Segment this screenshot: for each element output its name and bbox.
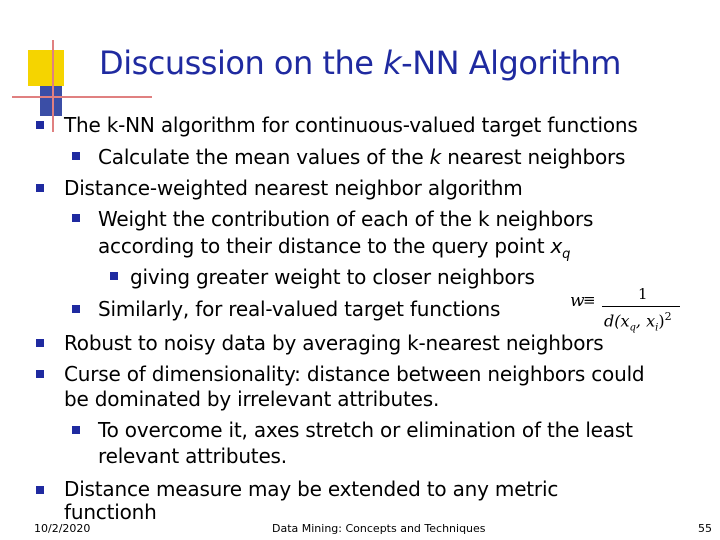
- decor-horizontal-line: [12, 96, 152, 98]
- fraction-bar: [602, 306, 680, 307]
- sub-bullet-text: To overcome it, axes stretch or elimination of the least: [98, 418, 633, 442]
- bullet-text: Distance measure may be extended to any metric: [64, 477, 559, 501]
- bullet-square: [36, 184, 44, 192]
- bullet-square: [72, 305, 80, 313]
- bullet-square: [36, 486, 44, 494]
- formula-denominator: [604, 310, 672, 334]
- text-k-italic: k: [429, 145, 442, 169]
- bullet-text: Robust to noisy data by averaging k-nearest neighbors: [64, 331, 604, 355]
- decor-blue-square: [40, 86, 62, 116]
- bullet-square: [36, 370, 44, 378]
- title-text-k: k: [383, 44, 402, 82]
- weight-formula: [570, 285, 690, 335]
- sub-bullet-text: Similarly, for real-valued target functions: [98, 297, 501, 321]
- bullet-square: [72, 426, 80, 434]
- footer-date: 10/2/2020: [34, 522, 91, 535]
- sub-bullet-text: [98, 145, 625, 169]
- footer-page-number: 55: [698, 522, 712, 535]
- bullet-square: [72, 214, 80, 222]
- text-span: according to their distance to the query point: [98, 234, 551, 258]
- title-text-1: Discussion on the: [99, 44, 384, 82]
- text-span: nearest neighbors: [441, 145, 626, 169]
- bullet-text: The k-NN algorithm for continuous-valued target functions: [64, 113, 638, 137]
- text-span: Calculate the mean values of the: [98, 145, 430, 169]
- sub-bullet-text-cont: relevant attributes.: [98, 444, 287, 468]
- bullet-text: Curse of dimensionality: distance between neighbors could: [64, 362, 645, 386]
- den-part: , x: [635, 311, 656, 331]
- text-sub-q: q: [562, 247, 571, 262]
- formula-numerator: 1: [638, 285, 648, 303]
- den-part: ): [658, 311, 665, 331]
- sub-bullet-text-cont: [98, 234, 570, 267]
- sub-bullet-text: Weight the contribution of each of the k neighbors: [98, 207, 594, 231]
- bullet-square: [36, 339, 44, 347]
- formula-w: w: [570, 291, 585, 311]
- title-text-2: -NN Algorithm: [401, 44, 621, 82]
- sub-sub-bullet-text: giving greater weight to closer neighbors: [130, 265, 535, 289]
- footer-center: Data Mining: Concepts and Techniques: [272, 522, 486, 535]
- den-exp: 2: [664, 310, 672, 323]
- bullet-square: [110, 272, 118, 280]
- den-sub-i: i: [655, 322, 659, 334]
- bullet-square: [72, 152, 80, 160]
- slide-title: [0, 44, 720, 82]
- formula-equiv: ≡: [583, 291, 596, 309]
- den-part: d(x: [604, 311, 630, 331]
- den-sub-q: q: [629, 322, 636, 334]
- bullet-text: Distance-weighted nearest neighbor algorithm: [64, 176, 523, 200]
- bullet-text-cont: be dominated by irrelevant attributes.: [64, 387, 440, 411]
- bullet-square: [36, 121, 44, 129]
- text-x-italic: x: [550, 234, 563, 258]
- bullet-text-cont: functionh: [64, 500, 157, 524]
